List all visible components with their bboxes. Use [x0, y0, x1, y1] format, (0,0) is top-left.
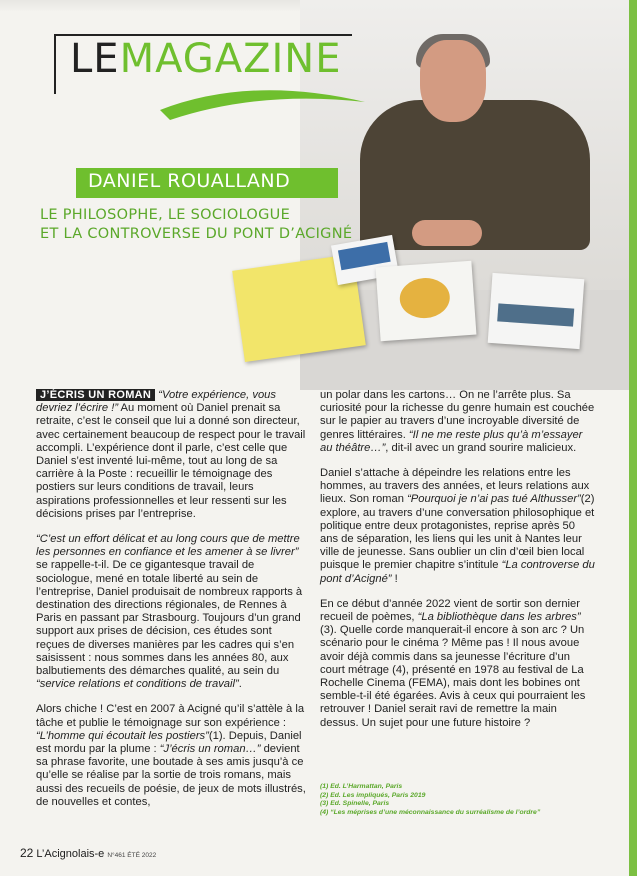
heading-le: LE — [70, 36, 120, 82]
paragraph — [320, 389, 596, 455]
footnote: (3) Ed. Spinelle, Paris — [320, 800, 390, 807]
magazine-heading — [70, 36, 342, 82]
subtitle-line: LE PHILOSOPHE, LE SOCIOLOGUE — [40, 207, 291, 223]
book-cover-image — [398, 276, 451, 319]
paragraph — [36, 703, 308, 809]
text: Alors chiche ! C’est en 2007 à Acigné qu’il s’attèle à la tâche et publie le témoignage sur son expérience : — [36, 703, 305, 729]
text: un polar dans les cartons… On ne l’arrête plus. Sa curiosité pour la richesse du genre humain est couchée sur le papier au travers d’une incroyable diversité de genres littéraires. — [320, 389, 595, 441]
heading-magazine: MAGAZINE — [119, 36, 342, 82]
quote: “service relations et conditions de travail” — [36, 678, 239, 691]
person-hands — [412, 220, 482, 246]
person-face — [420, 40, 486, 122]
text: Daniel s’attache à dépeindre les relations entre les hommes, au travers des années, et leurs relations aux lieux. Son roman — [320, 467, 590, 506]
text: (1). Depuis, Daniel est mordu par la plume : — [36, 729, 302, 756]
quote: “La bibliothèque dans les arbres” — [417, 611, 581, 624]
article-subtitle — [40, 206, 380, 244]
green-edge — [629, 0, 637, 876]
footnotes — [320, 783, 600, 817]
book-city-cover — [488, 273, 585, 349]
paragraph — [320, 598, 596, 730]
issue-number: N°461 ÉTÉ 2022 — [107, 852, 157, 859]
text: (3). Quelle corde manquerait-il encore à son arc ? Un scénario pour le cinéma ? Même pas ! Il nous avoue avoir déjà commis dans sa jeunesse l’écriture d’un court métrage (4), présenté en 1978 au festival de La Rochelle Cinema (FEMA), mais dont les bobines ont semble-t-il été égarées. Avis à ceux qui pourraient les retrouver ! Daniel serait ravi de remettre la main dessus. Un sujet pour une future histoire ? — [320, 624, 586, 729]
green-swoosh — [160, 80, 370, 130]
quote: “Pourquoi je n’ai pas tué Althusser” — [407, 493, 581, 506]
quote: “L’homme qui écoutait les postiers” — [36, 729, 209, 742]
paragraph — [36, 533, 308, 691]
quote: “La controverse du pont d’Acigné” — [320, 559, 595, 585]
subtitle-line: ET LA CONTROVERSE DU PONT D’ACIGNÉ — [40, 226, 353, 242]
page-number: 22 — [20, 846, 34, 860]
footnote: (2) Ed. Les impliqués, Paris 2019 — [320, 791, 426, 799]
paragraph — [320, 467, 596, 586]
kicker: J’ÉCRIS UN ROMAN — [36, 389, 155, 401]
footnote: (1) Ed. L’Harmattan, Paris — [320, 783, 403, 790]
paragraph — [36, 389, 308, 521]
text: (2) explore, au travers d’une conversation philosophique et politique entre deux protagonistes, reprise après 50 ans de séparation, les liens qui les unit à Nantes leur ville de jeunesse. Sans oublier un clin d’œil bien local puisque le premier chapitre s’intitule — [320, 493, 595, 572]
book-tree-cover — [376, 261, 477, 342]
book-cover-image — [497, 303, 574, 326]
text: . — [238, 678, 242, 691]
text: , dit-il avec un grand sourire malicieux. — [385, 441, 577, 454]
quote: “J’écris un roman…” — [159, 743, 261, 756]
text: ! — [391, 572, 398, 585]
text: se rappelle-t-il. De ce gigantesque travail de sociologue, mené en totale liberté au sein de l’entreprise, Daniel produisait de nombreux rapports à destination des directions régionales, de Rennes à Paris en passant par Strasbourg. Toujours d’un grand support aux prises de décision, ces études sont reçues de diverses manières par les cadres qui s’en saisissent : nous sommes dans les années 80, aux balbutiements des démarches qualité, au sein du — [36, 559, 303, 678]
article-column-1 — [36, 389, 308, 821]
article-column-2 — [320, 389, 596, 742]
footnote: (4) “Les méprises d’une méconnaissance du surréalisme de l’ordre” — [320, 808, 541, 816]
quote: “Il ne me reste plus qu’à m’essayer au théâtre…” — [320, 428, 583, 454]
text: Au moment où Daniel prenait sa retraite, c’est le conseil que lui a donné son directeur, avec certainement beaucoup de respect pour le travail accompli. L’expérience dont il parle, c’est celle que Daniel s’est inventé lui-même, tout au long de sa carrière à la Poste : recueillir le témoignage des postiers sur leurs conditions de travail, leurs aspirations professionnelles et leur ressenti sur les décisions prises par l’entreprise. — [36, 402, 306, 520]
quote: “Votre expérience, vous devriez l’écrire !” — [36, 389, 277, 415]
person-name: DANIEL ROUALLAND — [88, 170, 291, 192]
quote: “C’est un effort délicat et au long cours que de mettre les personnes en confiance et les amener à se livrer” — [36, 533, 300, 559]
magazine-name: L’Acignolais-e — [36, 848, 105, 860]
text: devient sa phrase favorite, une boutade à ses amis jusqu’à ce qu’elle se réalise par la sortie de trois romans, mais aussi des recueils de poésie, de jeux de mots illustrés, de nouvelles et contes, — [36, 743, 306, 808]
page-footer — [20, 846, 156, 860]
text: En ce début d’année 2022 vient de sortir son dernier recueil de poèmes, — [320, 597, 580, 624]
